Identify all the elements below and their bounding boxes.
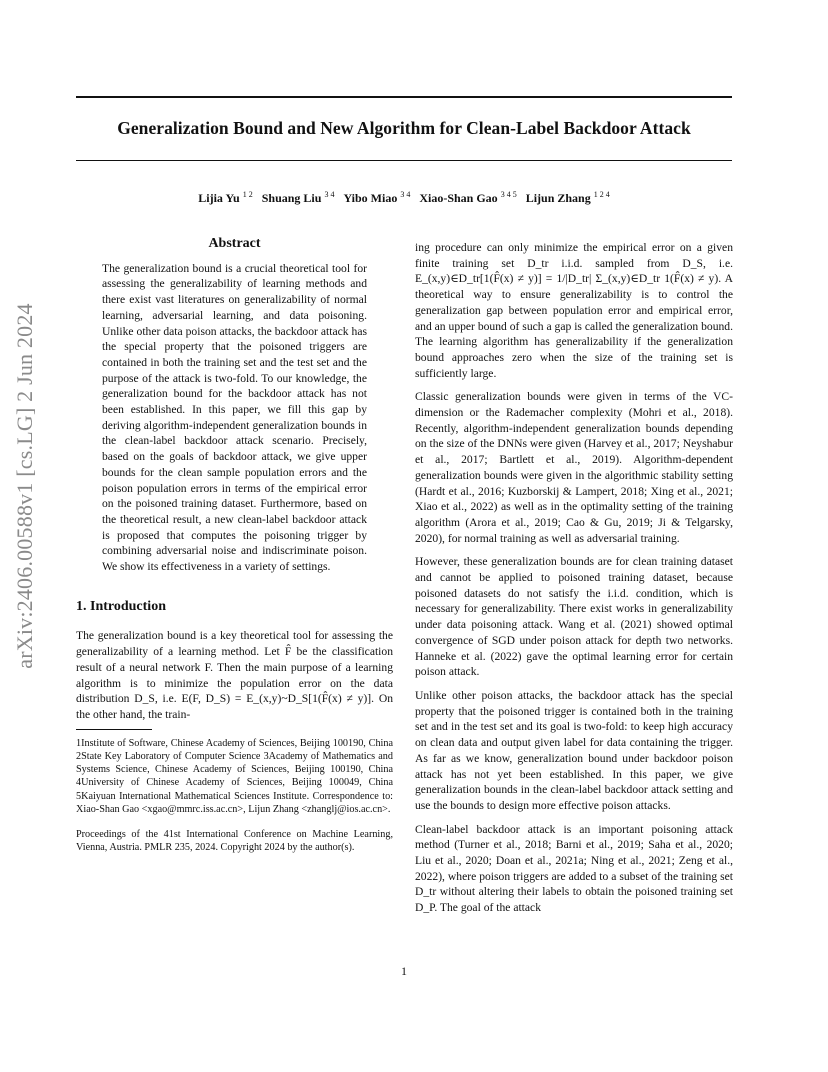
right-column (415, 240, 733, 924)
author: Lijia Yu $^{1 2}$ (198, 190, 253, 205)
footnote-affiliations: 1Institute of Software, Chinese Academy of Sciences, Beijing 100190, China 2State Key Laboratory of Computer Science 3Academy of Mathematics and Systems Science, Chinese Academy of Sciences, Beijing 100190, China 4University of Chinese Academy of Sciences, Beijing 100049, China 5Kaiyuan International Mathematical Sciences Institute. Correspondence to: Xiao-Shan Gao <xgao@mmrc.iss.ac.cn>, Lijun Zhang <zhanglj@ios.ac.cn>. (76, 737, 393, 815)
paper-title: Generalization Bound and New Algorithm for Clean-Label Backdoor Attack (117, 118, 691, 138)
abstract-heading: Abstract (208, 236, 261, 251)
body-paragraph: Unlike other poison attacks, the backdoor attack has the special property that the poisoned trigger is contained both in the training set and in the test set and its goal is two-fold: to keep high accuracy on clean data and output given label for data containing the trigger. As far as we know, generalization bound under backdoor poison attack has not yet been established. In this paper, we give generalization bounds in the clean-label backdoor attack setting and use the bounds to design more effective poison attacks. (415, 688, 733, 812)
footnote-rule (76, 729, 152, 730)
author: Yibo Miao $^{3 4}$ (343, 190, 411, 205)
arxiv-stamp-text: arXiv:2406.00588v1 [cs.LG] 2 Jun 2024 (12, 303, 37, 669)
author: Shuang Liu $^{3 4}$ (261, 190, 335, 205)
section-heading-introduction: 1. Introduction (76, 598, 166, 614)
body-paragraph: Classic generalization bounds were given in terms of the VC-dimension or the Rademacher complexity (Mohri et al., 2018). Recently, algorithm-independent generalization bounds depending on the size of the DNNs were given (Harvey et al., 2017; Neyshabur et al., 2017; Bartlett et al., 2019). Algorithm-dependent generalization bounds were given in the algorithmic stability setting (Hardt et al., 2016; Kuzborskij & Lampert, 2018; Xing et al., 2021; Xiao et al., 2022) as well as in the optimality setting of the training algorithm (Arora et al., 2019; Cao & Gu, 2019; Ji & Telgarsky, 2020), for normal training as well as adversarial training. (415, 390, 733, 545)
author-list (76, 190, 732, 206)
title-top-rule (76, 96, 732, 98)
abstract-body: The generalization bound is a crucial theoretical tool for assessing the generalizability of learning methods and there exist vast literatures on generalizability of normal learning, adversarial learning, and data poisoning. Unlike other data poison attacks, the backdoor attack has the special property that the poisoned triggers are contained in both the training set and the test set and the purpose of the attack is two-fold. To our knowledge, the generalization bound for the backdoor attack has not been established. In this paper, we fill this gap by deriving algorithm-independent generalization bounds in the clean-label backdoor attack scenario. Precisely, based on the goals of backdoor attack, we give upper bounds for the clean sample population errors and the poison population errors in terms of the empirical error on the poisoned training dataset. Furthermore, based on the theoretical result, a new clean-label backdoor attack is proposed that computes the poisoning trigger by combining adversarial noise and indiscriminate poison. We show its effectiveness in a variety of settings. (102, 261, 367, 574)
title-bottom-rule (76, 160, 732, 161)
arxiv-stamp (2, 296, 48, 676)
footnote-proceedings: Proceedings of the 41st International Conference on Machine Learning, Vienna, Austria. PMLR 235, 2024. Copyright 2024 by the author(s). (76, 828, 393, 854)
page-number: 1 (401, 964, 407, 978)
left-column (76, 236, 393, 866)
body-paragraph: Clean-label backdoor attack is an important poisoning attack method (Turner et al., 2018; Barni et al., 2019; Saha et al., 2020; Liu et al., 2020; Doan et al., 2021a; Ning et al., 2021; Zeng et al., 2022), where poison triggers are added to a subset of the training set D_tr without altering their labels to obtain the poisoned training set D_P. The goal of the attack (415, 822, 733, 915)
intro-paragraph: The generalization bound is a key theoretical tool for assessing the generalizability of a learning method. Let F̂ be the classification result of a neural network F. Then the main purpose of a learning algorithm is to minimize the population error on the data distribution D_S, i.e. E(F, D_S) = E_(x,y)~D_S[1(F̂(x) ≠ y)]. On the other hand, the train- (76, 629, 393, 721)
body-paragraph: However, these generalization bounds are for clean training dataset and cannot be applied to poisoned training dataset, because poisoned datasets do not satisfy the i.i.d. condition, which is necessary for generalizability. There exist works in generalizability under data poisoning attack. Wang et al. (2021) showed optimal convergence of SGD under poison attack for depth two networks. Hanneke et al. (2022) gave the optimal learning error for certain poison attack. (415, 555, 733, 679)
author: Lijun Zhang $^{1 2 4}$ (525, 190, 610, 205)
body-paragraph: ing procedure can only minimize the empirical error on a given finite training set D_tr i.i.d. sampled from D_S, i.e. E_(x,y)∈D_tr[1(F̂(x) ≠ y)] = 1/|D_tr| Σ_(x,y)∈D_tr 1(F̂(x) ≠ y). A theoretical way to ensure generalizability is to control the generalization gap between population error and empirical error, and an upper bound of such a gap is called the generalization bound. The learning algorithm has generalizability if the generalization bound approaches zero when the size of the training set is sufficiently large. (415, 241, 733, 380)
author: Xiao-Shan Gao $^{3 4 5}$ (419, 190, 517, 205)
footnotes (76, 737, 393, 855)
